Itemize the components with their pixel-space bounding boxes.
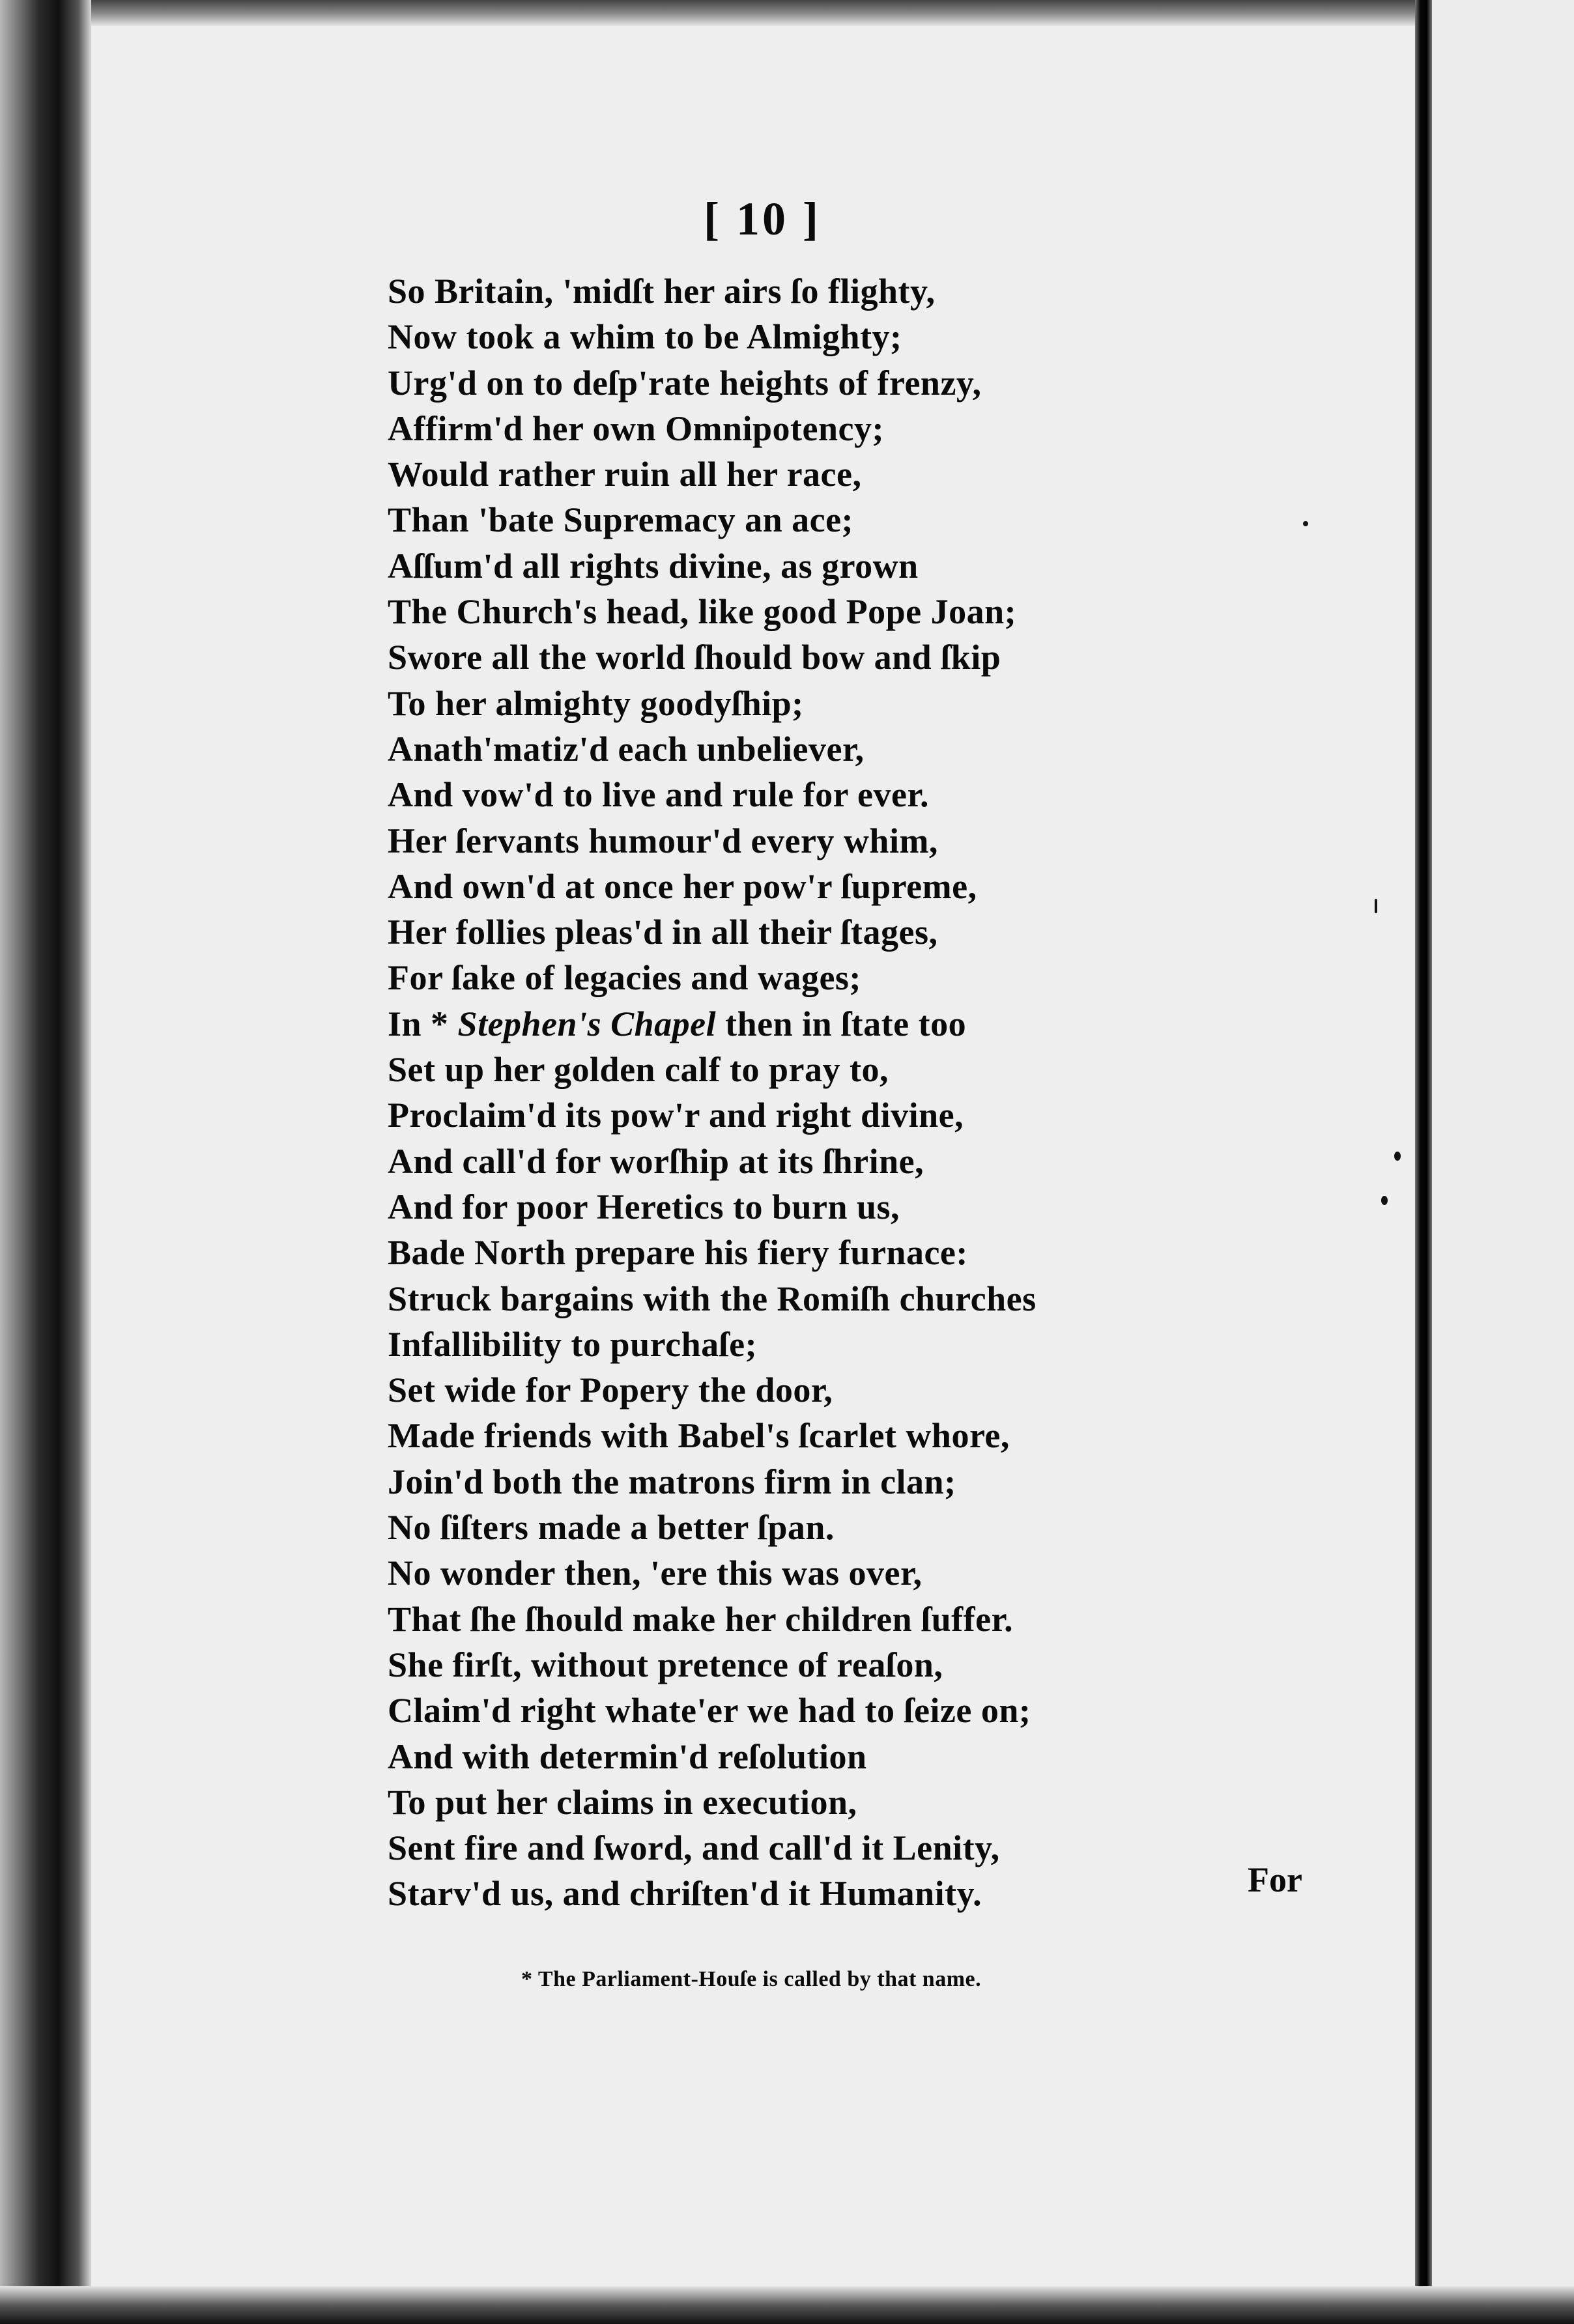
poem-line: And vow'd to live and rule for ever. bbox=[388, 775, 930, 815]
poem-line: And own'd at once her pow'r ſupreme, bbox=[388, 866, 977, 906]
poem-line: Proclaim'd its pow'r and right divine, bbox=[388, 1096, 964, 1135]
poem-line: Join'd both the matrons firm in clan; bbox=[388, 1462, 956, 1501]
ink-speck bbox=[1394, 1152, 1401, 1161]
poem-line: Swore all the world ſhould bow and ſkip bbox=[388, 638, 1001, 677]
poem-line-start: In * bbox=[388, 1004, 458, 1043]
poem-text bbox=[388, 268, 1300, 1917]
poem-line: To put her claims in execution, bbox=[388, 1782, 857, 1822]
poem-line: Her ſervants humour'd every whim, bbox=[388, 821, 938, 860]
facing-page-strip bbox=[1432, 0, 1574, 2324]
poem-line: Set up her golden calf to pray to, bbox=[388, 1050, 889, 1090]
poem-line: So Britain, 'midſt her airs ſo flighty, bbox=[388, 272, 936, 311]
poem-line: That ſhe ſhould make her children ſuffer. bbox=[388, 1599, 1014, 1639]
ink-speck bbox=[1375, 899, 1377, 913]
poem-line: Starv'd us, and chriſten'd it Humanity. bbox=[388, 1874, 982, 1914]
poem-line: Aſſum'd all rights divine, as grown bbox=[388, 546, 919, 586]
poem-line: Sent fire and ſword, and call'd it Lenity, bbox=[388, 1828, 1000, 1868]
poem-line: She firſt, without pretence of reaſon, bbox=[388, 1645, 943, 1684]
poem-line: The Church's head, like good Pope Joan; bbox=[388, 592, 1017, 632]
ink-speck bbox=[1381, 1196, 1388, 1205]
poem-line: Would rather ruin all her race, bbox=[388, 455, 862, 494]
poem-line: Set wide for Popery the door, bbox=[388, 1370, 833, 1410]
bottom-edge-shadow bbox=[0, 2286, 1574, 2324]
poem-line: Struck bargains with the Romiſh churches bbox=[388, 1279, 1037, 1318]
poem-line: To her almighty goodyſhip; bbox=[388, 683, 804, 723]
page-number: [ 10 ] bbox=[704, 193, 821, 245]
poem-line: Anath'matiz'd each unbeliever, bbox=[388, 729, 865, 769]
poem-line-with-footnote-mark bbox=[388, 1001, 1300, 1047]
poem-line: Her follies pleas'd in all their ſtages, bbox=[388, 913, 938, 952]
poem-line: For ſake of legacies and wages; bbox=[388, 958, 861, 998]
poem-line: And call'd for worſhip at its ſhrine, bbox=[388, 1141, 924, 1181]
italic-place-name: Stephen's Chapel bbox=[457, 1004, 717, 1043]
poem-line: No ſiſters made a better ſpan. bbox=[388, 1508, 835, 1548]
poem-line: Urg'd on to deſp'rate heights of frenzy, bbox=[388, 363, 982, 403]
poem-line: Than 'bate Supremacy an ace; bbox=[388, 500, 854, 540]
poem-line: Infallibility to purchaſe; bbox=[388, 1324, 758, 1364]
poem-line-end: then in ſtate too bbox=[716, 1004, 967, 1043]
footnote: * The Parliament-Houſe is called by that name. bbox=[521, 1967, 982, 1991]
catchword: For bbox=[1248, 1860, 1302, 1899]
poem-line: And for poor Heretics to burn us, bbox=[388, 1187, 900, 1226]
poem-line: Claim'd right whate'er we had to ſeize on; bbox=[388, 1691, 1031, 1731]
poem-line: Bade North prepare his fiery furnace: bbox=[388, 1233, 968, 1273]
poem-line: Now took a whim to be Almighty; bbox=[388, 317, 902, 357]
right-page-edge bbox=[1415, 0, 1432, 2324]
binding-gutter bbox=[0, 0, 91, 2324]
poem-line: Made friends with Babel's ſcarlet whore, bbox=[388, 1416, 1010, 1456]
poem-line: And with determin'd reſolution bbox=[388, 1736, 867, 1776]
top-edge-shadow bbox=[0, 0, 1574, 26]
poem-line: Affirm'd her own Omnipotency; bbox=[388, 408, 884, 448]
ink-speck bbox=[1303, 521, 1308, 526]
poem-line: No wonder then, 'ere this was over, bbox=[388, 1553, 923, 1593]
